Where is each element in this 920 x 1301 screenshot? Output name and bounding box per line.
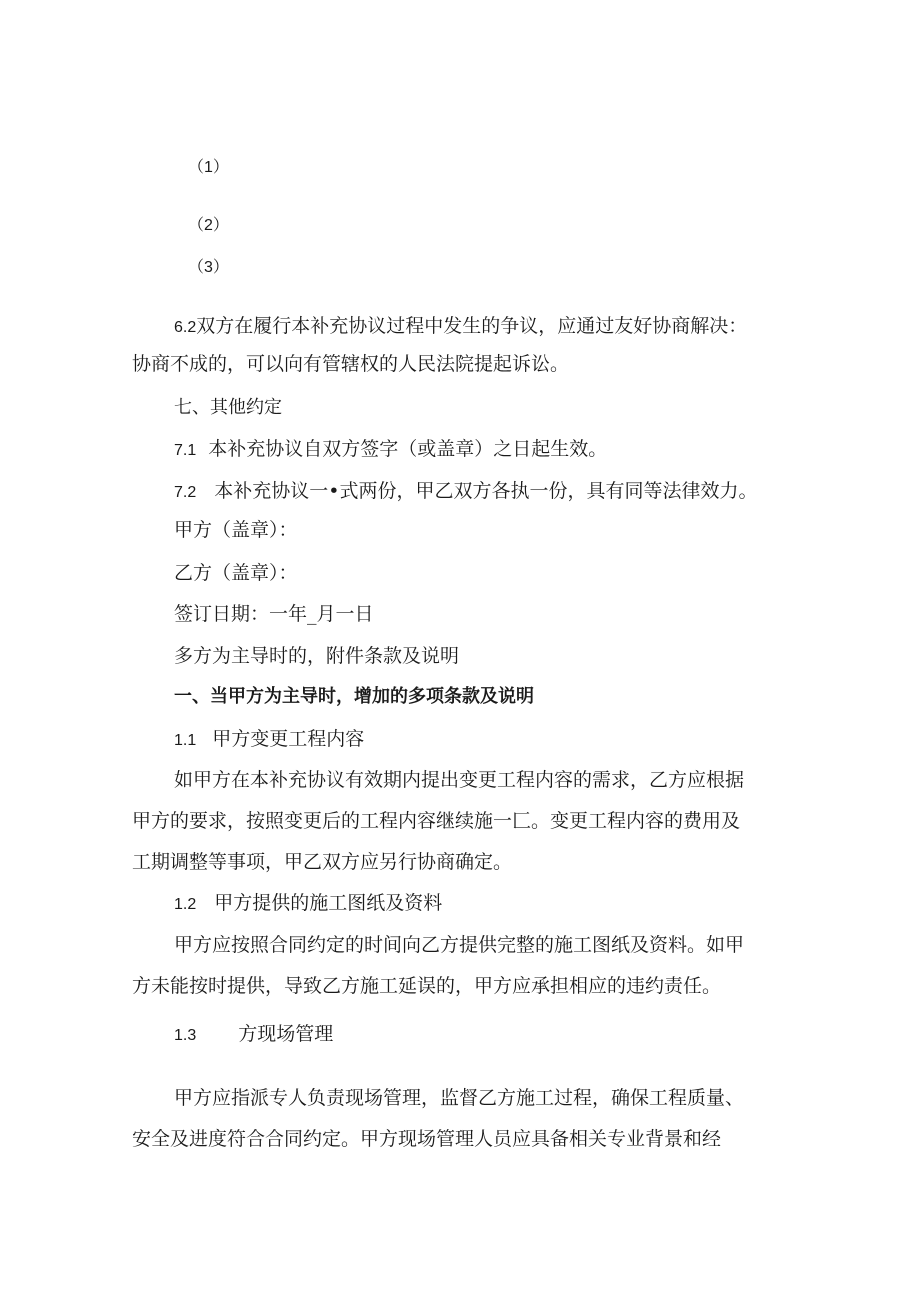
clause-number: 6.2	[174, 319, 197, 336]
clause-1-2-line-2: 方未能按时提供，导致乙方施工延误的，甲方应承担相应的违约责任。	[132, 975, 722, 997]
party-b-seal: 乙方（盖章）：	[174, 562, 298, 584]
clause-1-2-line-1: 甲方应按照合同约定的时间向乙方提供完整的施工图纸及资料。如甲	[174, 934, 745, 956]
list-item-3: （3）	[188, 259, 229, 276]
clause-title: 甲方变更工程内容	[212, 728, 365, 750]
clause-6-2-line-1	[174, 313, 747, 341]
clause-1-1-title	[174, 726, 364, 754]
clause-1-1-line-2: 甲方的要求，按照变更后的工程内容继续施一匚。变更工程内容的费用及	[132, 810, 741, 832]
clause-number: 1.2	[174, 896, 197, 913]
clause-7-1	[174, 436, 607, 464]
list-item-2: （2）	[188, 217, 229, 234]
party-a-seal: 甲方（盖章）：	[174, 519, 298, 541]
clause-number: 7.2	[174, 484, 197, 501]
clause-1-2-title	[174, 890, 442, 918]
clause-1-1-line-1: 如甲方在本补充协议有效期内提出变更工程内容的需求，乙方应根据	[174, 769, 745, 791]
section-heading-7: 七、其他约定	[174, 397, 282, 418]
clause-7-2	[174, 478, 757, 506]
signing-date: 签订日期：一年_月一日	[174, 603, 374, 625]
clause-title: 甲方提供的施工图纸及资料	[214, 892, 443, 914]
clause-1-3-line-1: 甲方应指派专人负责现场管理，监督乙方施工过程，确保工程质量、	[174, 1087, 745, 1109]
clause-text: 本补充协议一•式两份，甲乙双方各执一份，具有同等法律效力。	[214, 480, 758, 502]
clause-1-1-line-3: 工期调整等事项，甲乙双方应另行协商确定。	[132, 851, 513, 873]
list-item-1: （1）	[188, 159, 229, 176]
clause-title: 方现场管理	[238, 1023, 334, 1045]
clause-6-2-line-2: 协商不成的，可以向有管辖权的人民法院提起诉讼。	[132, 353, 570, 375]
clause-number: 1.3	[174, 1027, 197, 1044]
clause-text: 双方在履行本补充协议过程中发生的争议，应通过友好协商解决：	[196, 315, 748, 337]
clause-text: 本补充协议自双方签字（或盖章）之日起生效。	[208, 438, 608, 460]
annex-title: 多方为主导时的，附件条款及说明	[174, 645, 460, 667]
clause-number: 1.1	[174, 732, 197, 749]
annex-heading-1: 一、当甲方为主导时，增加的多项条款及说明	[174, 686, 534, 707]
clause-1-3-line-2: 安全及进度符合合同约定。甲方现场管理人员应具备相关专业背景和经	[132, 1128, 722, 1150]
clause-number: 7.1	[174, 442, 197, 459]
clause-1-3-title	[174, 1021, 333, 1049]
